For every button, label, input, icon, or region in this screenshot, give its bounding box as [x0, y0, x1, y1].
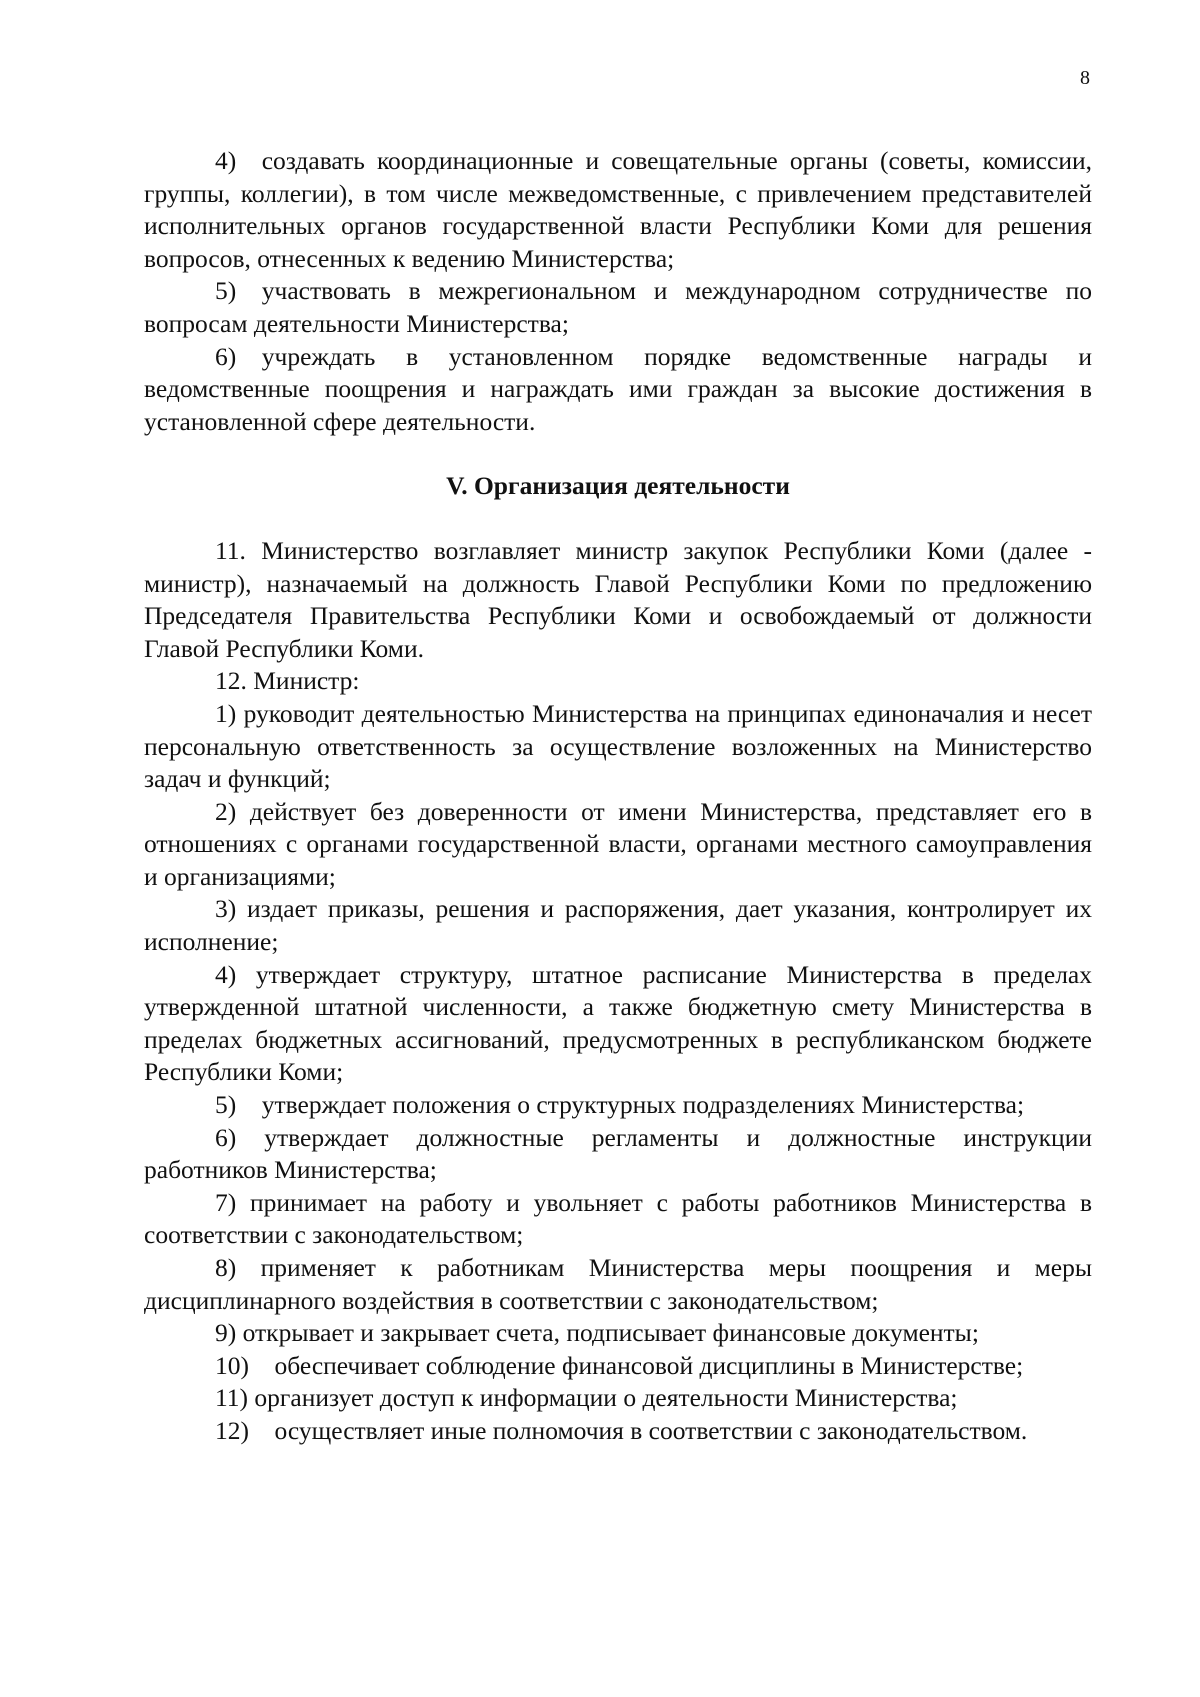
paragraph-minister-12: 12) осуществляет иные полномочия в соответствии с законодательством.: [215, 1415, 1028, 1445]
paragraph-minister-6: 6) утверждает должностные регламенты и должностные инструкции работников Министерства;: [144, 1122, 1092, 1185]
page-number: 8: [1080, 67, 1090, 89]
spacer: [144, 503, 1092, 535]
paragraph-minister-9: 9) открывает и закрывает счета, подписывает финансовые документы;: [215, 1318, 979, 1348]
paragraph-minister-7: 7) принимает на работу и увольняет с работы работников Министерства в соответствии с законодательством;: [144, 1187, 1092, 1250]
paragraph-minister-1: 1) руководит деятельностью Министерства на принципах единоначалия и несет персональную ответственность за осуществление возложенных на Министерство задач и функций;: [144, 698, 1092, 794]
paragraph-minister-10: 10) обеспечивает соблюдение финансовой дисциплины в Министерстве;: [215, 1350, 1024, 1380]
paragraph-clause-11: 11. Министерство возглавляет министр закупок Республики Коми (далее - министр), назначаемый на должность Главой Республики Коми по предложению Председателя Правительства Республики Коми и освобождаемый от должности Главой Республики Коми.: [144, 535, 1092, 663]
paragraph-item-5: 5) участвовать в межрегиональном и международном сотрудничестве по вопросам деятельности Министерства;: [144, 276, 1092, 338]
paragraph-minister-3: 3) издает приказы, решения и распоряжения, дает указания, контролирует их исполнение;: [144, 894, 1092, 957]
paragraph-minister-11: 11) организует доступ к информации о деятельности Министерства;: [215, 1383, 958, 1413]
spacer: [144, 438, 1092, 470]
paragraph-minister-8: 8) применяет к работникам Министерства меры поощрения и меры дисциплинарного воздействия в соответствии с законодательством;: [144, 1253, 1092, 1315]
paragraph-clause-12: 12. Министр:: [215, 666, 360, 696]
document-body: [144, 145, 1092, 1448]
paragraph-item-6: 6) учреждать в установленном порядке ведомственные награды и ведомственные поощрения и награждать ими граждан за высокие достижения в установленной сфере деятельности.: [144, 341, 1092, 436]
paragraph-item-4: 4) создавать координационные и совещательные органы (советы, комиссии, группы, коллегии), в том числе межведомственные, с привлечением представителей исполнительных органов государственной власти Республики Коми для решения вопросов, отнесенных к ведению Министерства;: [144, 146, 1092, 273]
section-heading: V. Организация деятельности: [446, 471, 790, 501]
paragraph-minister-5: 5) утверждает положения о структурных подразделениях Министерства;: [215, 1090, 1025, 1120]
paragraph-minister-4: 4) утверждает структуру, штатное расписание Министерства в пределах утвержденной штатной численности, а также бюджетную смету Министерства в пределах бюджетных ассигнований, предусмотренных в республиканском бюджете Республики Коми;: [144, 959, 1092, 1087]
paragraph-minister-2: 2) действует без доверенности от имени Министерства, представляет его в отношениях с органами государственной власти, органами местного самоуправления и организациями;: [144, 796, 1092, 891]
